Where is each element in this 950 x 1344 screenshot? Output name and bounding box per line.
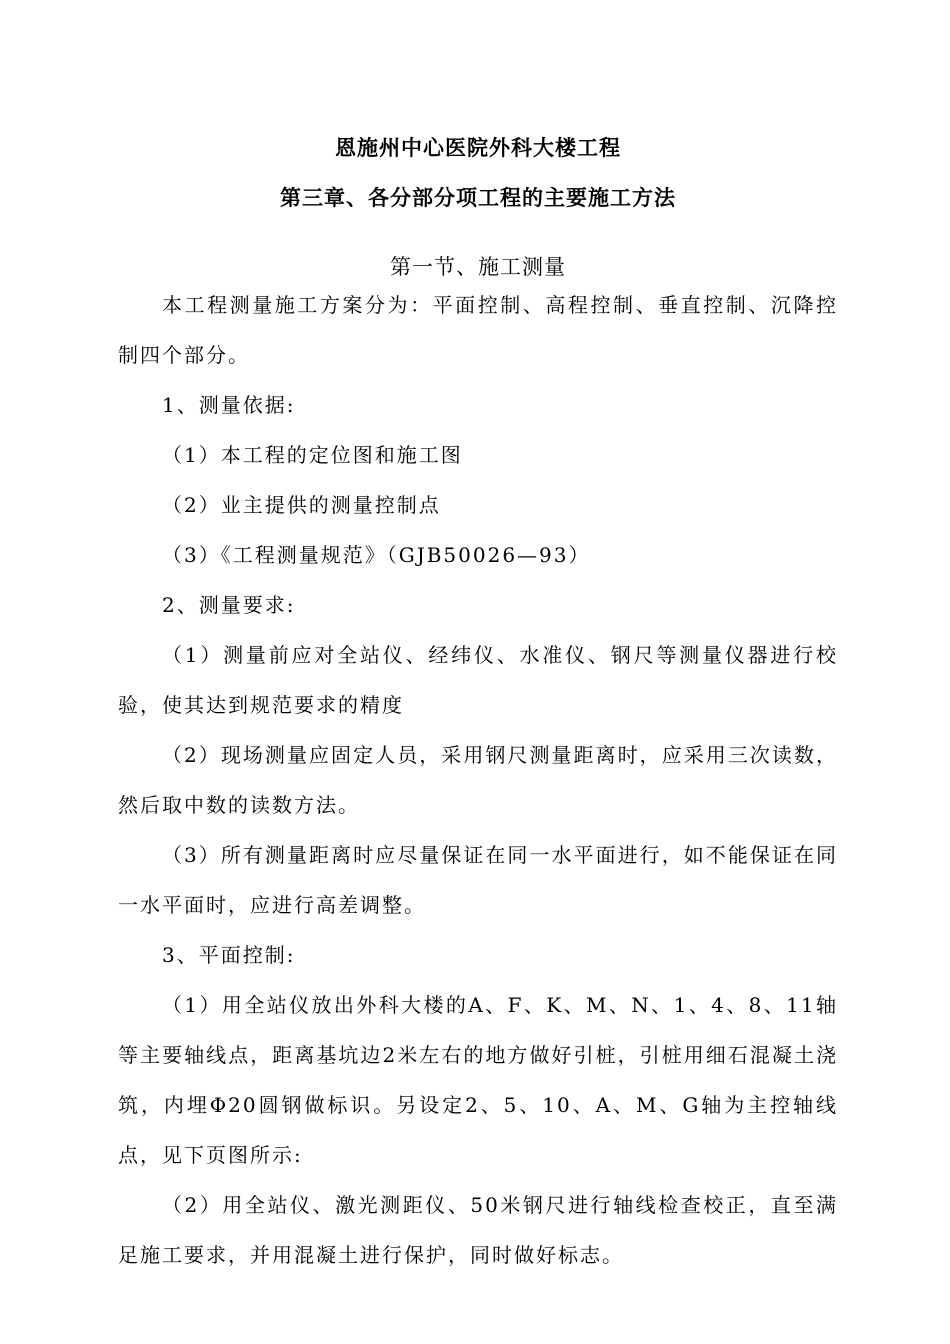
list-item-basis-2: （2）业主提供的测量控制点 — [162, 493, 441, 517]
heading-plane-control: 3、平面控制: — [162, 943, 296, 967]
list-item-requirement-2: （2）现场测量应固定人员，采用钢尺测量距离时，应采用三次读数，然后取中数的读数方法。 — [118, 743, 838, 817]
list-item-requirement-3: （3）所有测量距离时应尽量保证在同一水平面进行，如不能保证在同一水平面时，应进行高差调整。 — [118, 843, 838, 917]
list-item-plane-2: （2）用全站仪、激光测距仪、50米钢尺进行轴线检查校正，直至满足施工要求，并用混凝土进行保护，同时做好标志。 — [118, 1193, 838, 1267]
list-item-requirement-1: （1）测量前应对全站仪、经纬仪、水准仪、钢尺等测量仪器进行校验，使其达到规范要求的精度 — [118, 643, 838, 717]
heading-survey-basis: 1、测量依据: — [162, 393, 296, 417]
document-title: 恩施州中心医院外科大楼工程 — [335, 135, 621, 160]
list-item-plane-1: （1）用全站仪放出外科大楼的A、F、K、M、N、1、4、8、11轴等主要轴线点，距离基坑边2米左右的地方做好引桩，引桩用细石混凝土浇筑，内埋Φ20圆钢做标识。另设定2、5、10、A、M、G轴为主控轴线点，见下页图所示: — [118, 993, 838, 1167]
paragraph-intro: 本工程测量施工方案分为：平面控制、高程控制、垂直控制、沉降控制四个部分。 — [118, 293, 838, 367]
list-item-basis-3: （3）《工程测量规范》（GJB50026—93） — [162, 543, 591, 567]
heading-survey-requirements: 2、测量要求: — [162, 593, 296, 617]
document-body — [118, 280, 838, 1280]
list-item-basis-1: （1）本工程的定位图和施工图 — [162, 443, 463, 467]
chapter-heading: 第三章、各分部分项工程的主要施工方法 — [280, 185, 676, 210]
section-heading: 第一节、施工测量 — [390, 255, 566, 279]
